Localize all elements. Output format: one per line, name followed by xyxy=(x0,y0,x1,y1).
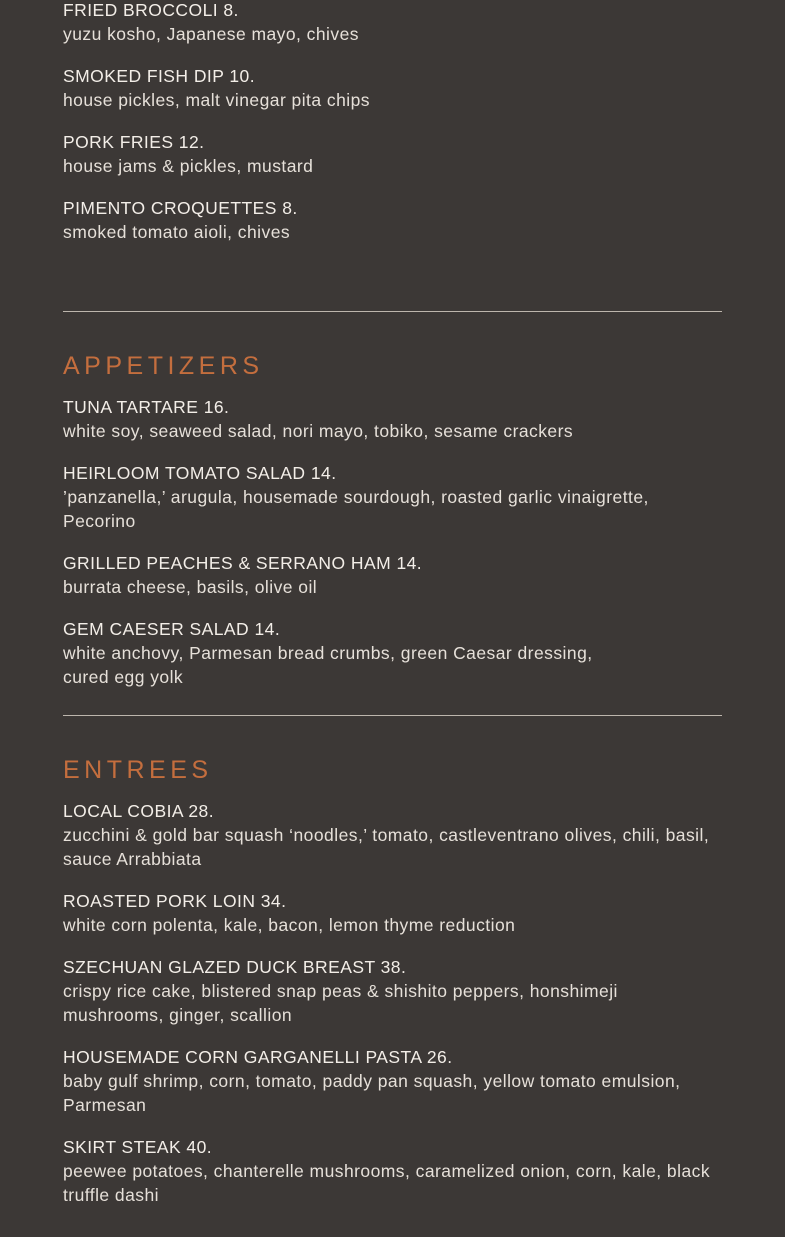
menu-item-description: baby gulf shrimp, corn, tomato, paddy pan squash, yellow tomato emulsion, Parmesan xyxy=(63,1071,681,1115)
menu-item-name: SKIRT STEAK 40. xyxy=(63,1137,213,1157)
menu-item-description: peewee potatoes, chanterelle mushrooms, caramelized onion, corn, kale, black truffle dashi xyxy=(63,1161,711,1205)
menu-item xyxy=(63,551,722,599)
menu-item-description: crispy rice cake, blistered snap peas & shishito peppers, honshimeji mushrooms, ginger, scallion xyxy=(63,981,618,1025)
menu-item-description: smoked tomato aioli, chives xyxy=(63,222,291,242)
menu-item-name: GRILLED PEACHES & SERRANO HAM 14. xyxy=(63,553,423,573)
menu-item-name: HEIRLOOM TOMATO SALAD 14. xyxy=(63,463,337,483)
menu-item xyxy=(63,955,663,1027)
appetizers-section xyxy=(63,352,722,689)
menu-item-description: white soy, seaweed salad, nori mayo, tobiko, sesame crackers xyxy=(63,421,574,441)
menu-item xyxy=(63,799,722,871)
menu-item-name: SMOKED FISH DIP 10. xyxy=(63,66,256,86)
menu-item xyxy=(63,0,722,46)
menu-item-name: GEM CAESER SALAD 14. xyxy=(63,619,281,639)
snacks-section xyxy=(63,0,722,244)
menu-item-description: zucchini & gold bar squash ‘noodles,’ tomato, castleventrano olives, chili, basil, sauce Arrabbiata xyxy=(63,825,710,869)
menu-item xyxy=(63,461,722,533)
menu-item-name: HOUSEMADE CORN GARGANELLI PASTA 26. xyxy=(63,1047,453,1067)
menu-item xyxy=(63,395,722,443)
menu-item-description: burrata cheese, basils, olive oil xyxy=(63,577,318,597)
menu-item xyxy=(63,196,722,244)
menu-item-name: TUNA TARTARE 16. xyxy=(63,397,230,417)
menu-item-name: FRIED BROCCOLI 8. xyxy=(63,0,239,20)
menu-item-description: house jams & pickles, mustard xyxy=(63,156,314,176)
menu-content xyxy=(63,0,722,1225)
menu-item xyxy=(63,889,722,937)
menu-item-description: ’panzanella,’ arugula, housemade sourdough, roasted garlic vinaigrette, Pecorino xyxy=(63,487,649,531)
menu-item-name: ROASTED PORK LOIN 34. xyxy=(63,891,287,911)
menu-item xyxy=(63,1135,722,1207)
menu-item xyxy=(63,1045,722,1117)
appetizers-heading: APPETIZERS xyxy=(63,352,264,380)
entrees-heading: ENTREES xyxy=(63,756,213,784)
menu-item xyxy=(63,130,722,178)
section-divider xyxy=(63,311,722,312)
menu-item-name: PORK FRIES 12. xyxy=(63,132,205,152)
menu-item xyxy=(63,617,623,689)
menu-item-description: yuzu kosho, Japanese mayo, chives xyxy=(63,24,359,44)
menu-item-description: white anchovy, Parmesan bread crumbs, green Caesar dressing, cured egg yolk xyxy=(63,643,593,687)
menu-item-description: white corn polenta, kale, bacon, lemon thyme reduction xyxy=(63,915,516,935)
menu-item-name: LOCAL COBIA 28. xyxy=(63,801,215,821)
section-divider xyxy=(63,715,722,716)
menu-item-name: PIMENTO CROQUETTES 8. xyxy=(63,198,298,218)
menu-item xyxy=(63,64,722,112)
menu-item-name: SZECHUAN GLAZED DUCK BREAST 38. xyxy=(63,957,407,977)
entrees-section xyxy=(63,756,722,1207)
menu-item-description: house pickles, malt vinegar pita chips xyxy=(63,90,370,110)
